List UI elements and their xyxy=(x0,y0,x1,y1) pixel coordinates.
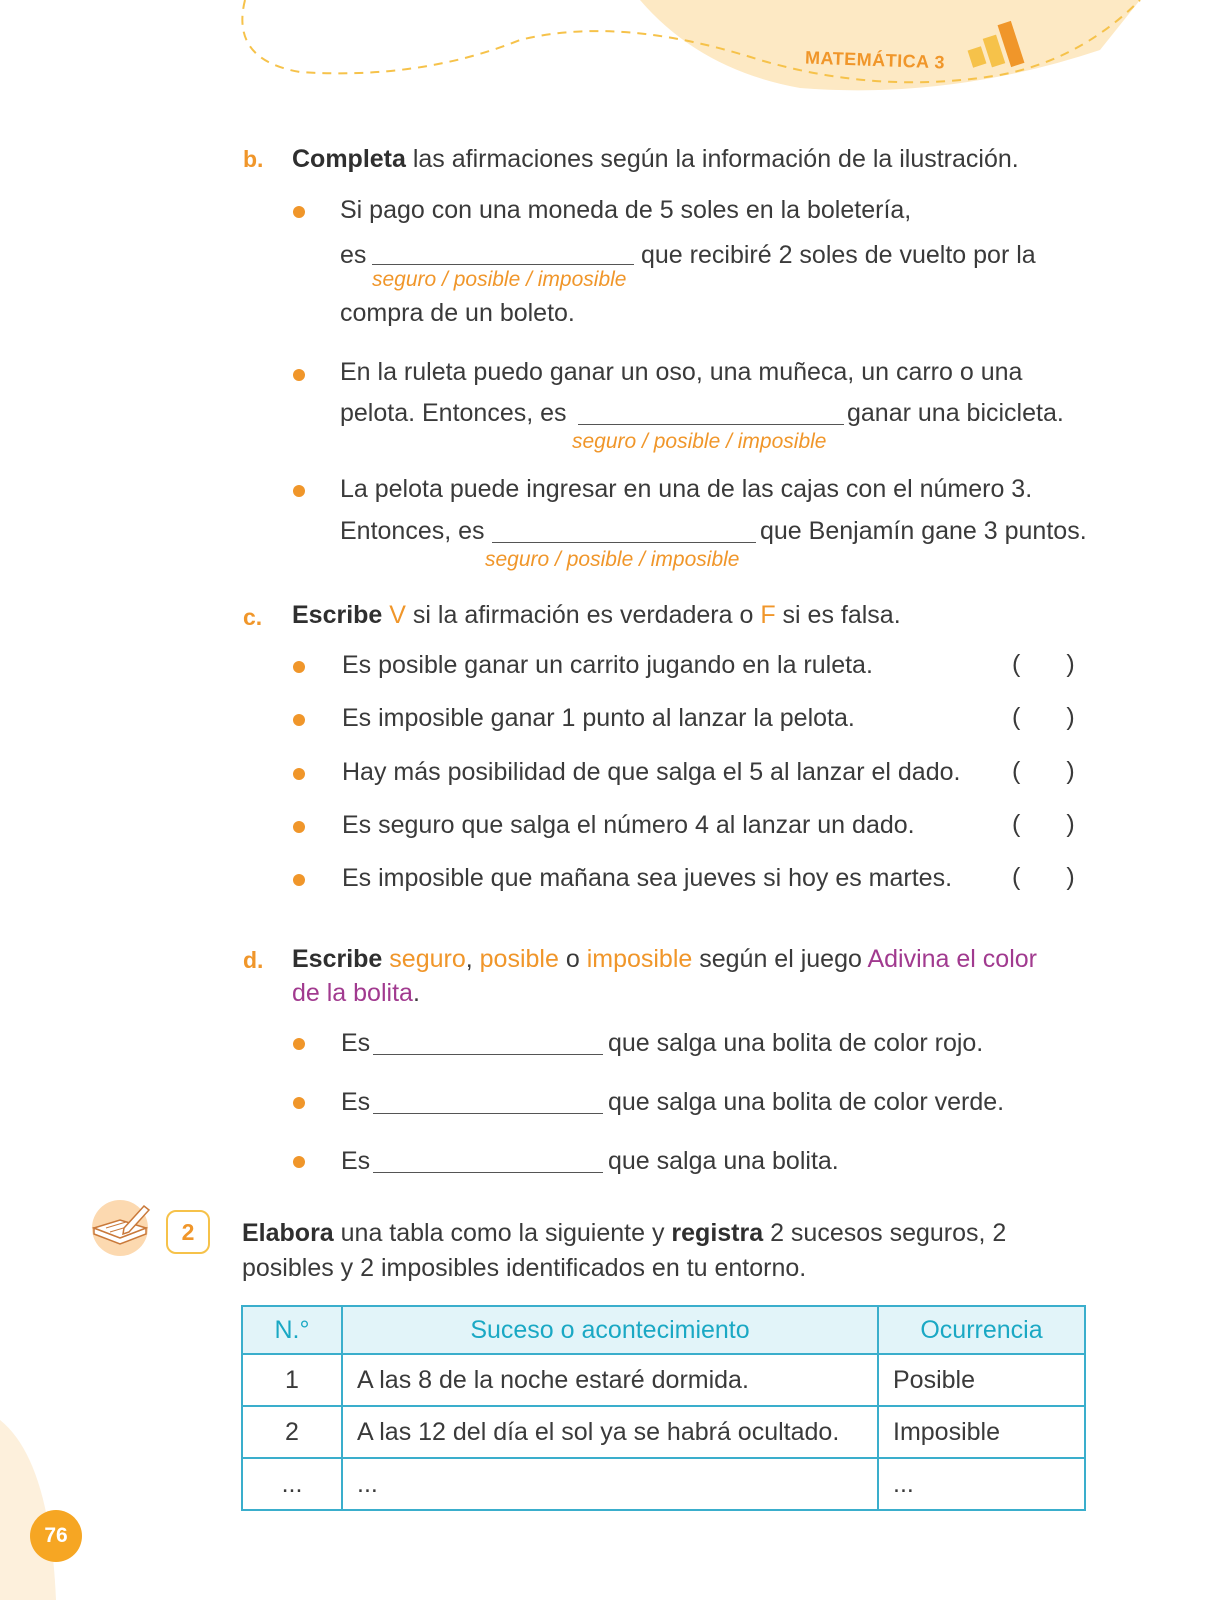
bullet xyxy=(293,661,305,673)
activity-number-badge xyxy=(166,1210,210,1254)
game-name: Adivina el color xyxy=(867,945,1037,973)
table-header-row xyxy=(242,1306,1085,1354)
item-text: En la ruleta puedo ganar un oso, una muñeca, un carro o una xyxy=(340,358,1023,386)
options-hint: seguro / posible / imposible xyxy=(372,268,627,291)
paren-open: ( xyxy=(1012,703,1021,731)
options-hint: seguro / posible / imposible xyxy=(572,430,827,453)
answer-blank[interactable] xyxy=(492,542,756,543)
statement: Es imposible que mañana sea jueves si hoy es martes. xyxy=(342,864,953,892)
paren-close: ) xyxy=(1066,810,1075,838)
writing-book-icon xyxy=(88,1198,154,1258)
page-number: 76 xyxy=(44,1524,68,1547)
table-row xyxy=(242,1458,1085,1510)
period: . xyxy=(412,979,420,1007)
bullet xyxy=(293,768,305,780)
bullet xyxy=(293,874,305,886)
activity-instruction xyxy=(242,1218,1006,1248)
statement: Es imposible ganar 1 punto al lanzar la pelota. xyxy=(342,704,855,732)
options-hint: seguro / posible / imposible xyxy=(485,548,740,571)
row-event: A las 8 de la noche estaré dormida. xyxy=(342,1354,878,1406)
statement: que salga una bolita. xyxy=(608,1147,839,1175)
row-occurrence: Imposible xyxy=(878,1406,1085,1458)
item-text: Si pago con una moneda de 5 soles en la boletería, xyxy=(340,196,912,224)
table-row xyxy=(242,1354,1085,1406)
part-d-letter: d. xyxy=(243,947,264,973)
col-occurrence-header: Ocurrencia xyxy=(878,1306,1085,1354)
statement: que salga una bolita de color verde. xyxy=(608,1088,1005,1116)
paren-open: ( xyxy=(1012,757,1021,785)
item-text: que Benjamín gane 3 puntos. xyxy=(760,517,1087,545)
statement: Es seguro que salga el número 4 al lanzar un dado. xyxy=(342,811,915,839)
row-event: A las 12 del día el sol ya se habrá ocultado. xyxy=(342,1406,878,1458)
answer-blank[interactable] xyxy=(373,1172,603,1173)
item-text: Entonces, es xyxy=(340,517,485,545)
item-text: La pelota puede ingresar en una de las cajas con el número 3. xyxy=(340,475,1033,503)
bullet xyxy=(293,485,305,497)
header-decoration xyxy=(0,0,1215,110)
answer-box[interactable] xyxy=(1012,703,1075,732)
part-d-instruction-line2 xyxy=(292,978,420,1008)
instruction-verb: Escribe xyxy=(292,601,383,629)
part-c-letter: c. xyxy=(243,604,263,630)
instruction-text: una tabla como la siguiente y xyxy=(333,1219,672,1247)
row-number: 2 xyxy=(242,1406,342,1458)
answer-box[interactable] xyxy=(1012,810,1075,839)
comma: , xyxy=(465,945,473,973)
activity-number: 2 xyxy=(181,1218,195,1245)
bullet xyxy=(293,369,305,381)
statement: que salga una bolita de color rojo. xyxy=(608,1029,984,1057)
bullet xyxy=(293,1038,305,1050)
paren-open: ( xyxy=(1012,863,1021,891)
part-d-instruction xyxy=(292,944,1037,974)
word-seguro: seguro xyxy=(389,945,466,973)
paren-open: ( xyxy=(1012,650,1021,678)
item-text: es xyxy=(340,241,367,269)
row-number: 1 xyxy=(242,1354,342,1406)
item-text: que recibiré 2 soles de vuelto por la xyxy=(641,241,1036,269)
answer-blank[interactable] xyxy=(578,424,844,425)
paren-close: ) xyxy=(1066,757,1075,785)
true-letter: V xyxy=(389,601,406,629)
bullet xyxy=(293,714,305,726)
es-label: Es xyxy=(341,1088,371,1116)
page-number-badge xyxy=(30,1510,82,1562)
instruction-text: 2 sucesos seguros, 2 xyxy=(763,1219,1007,1247)
instruction-text: si la afirmación es verdadera o xyxy=(405,601,761,629)
row-event: ... xyxy=(342,1458,878,1510)
part-b-instruction xyxy=(292,144,1019,174)
instruction-text: según el juego xyxy=(692,945,868,973)
bullet xyxy=(293,1097,305,1109)
events-table xyxy=(241,1305,1086,1511)
instruction-verb: Elabora xyxy=(242,1219,334,1247)
instruction-verb: Completa xyxy=(292,145,406,173)
es-label: Es xyxy=(341,1029,371,1057)
answer-box[interactable] xyxy=(1012,650,1075,679)
instruction-text: si es falsa. xyxy=(775,601,901,629)
instruction-verb: Escribe xyxy=(292,945,383,973)
bullet xyxy=(293,1156,305,1168)
answer-blank[interactable] xyxy=(373,1054,603,1055)
activity-instruction-line2: posibles y 2 imposibles identificados en tu entorno. xyxy=(242,1254,807,1282)
item-text: pelota. Entonces, es xyxy=(340,399,567,427)
es-label: Es xyxy=(341,1147,371,1175)
item-text: compra de un boleto. xyxy=(340,299,575,327)
part-b-letter: b. xyxy=(243,146,264,172)
statement: Es posible ganar un carrito jugando en la ruleta. xyxy=(342,651,873,679)
subject-title: MATEMÁTICA 3 xyxy=(804,47,946,73)
answer-box[interactable] xyxy=(1012,757,1075,786)
col-number-header: N.° xyxy=(242,1306,342,1354)
item-text: ganar una bicicleta. xyxy=(847,399,1064,427)
paren-close: ) xyxy=(1066,703,1075,731)
instruction-text: las afirmaciones según la información de la ilustración. xyxy=(405,145,1019,173)
instruction-verb: registra xyxy=(671,1219,764,1247)
paren-close: ) xyxy=(1066,650,1075,678)
paren-close: ) xyxy=(1066,863,1075,891)
col-event-header: Suceso o acontecimiento xyxy=(342,1306,878,1354)
answer-blank[interactable] xyxy=(373,1113,603,1114)
game-name: de la bolita xyxy=(292,979,413,1007)
answer-box[interactable] xyxy=(1012,863,1075,892)
paren-open: ( xyxy=(1012,810,1021,838)
row-number: ... xyxy=(242,1458,342,1510)
part-c-instruction xyxy=(292,600,901,630)
word-posible: posible xyxy=(479,945,559,973)
table-row xyxy=(242,1406,1085,1458)
row-occurrence: Posible xyxy=(878,1354,1085,1406)
row-occurrence: ... xyxy=(878,1458,1085,1510)
answer-blank[interactable] xyxy=(372,264,634,265)
bullet xyxy=(293,206,305,218)
word-imposible: imposible xyxy=(586,945,693,973)
bullet xyxy=(293,821,305,833)
false-letter: F xyxy=(760,601,776,629)
conjunction: o xyxy=(558,945,587,973)
statement: Hay más posibilidad de que salga el 5 al lanzar el dado. xyxy=(342,758,961,786)
